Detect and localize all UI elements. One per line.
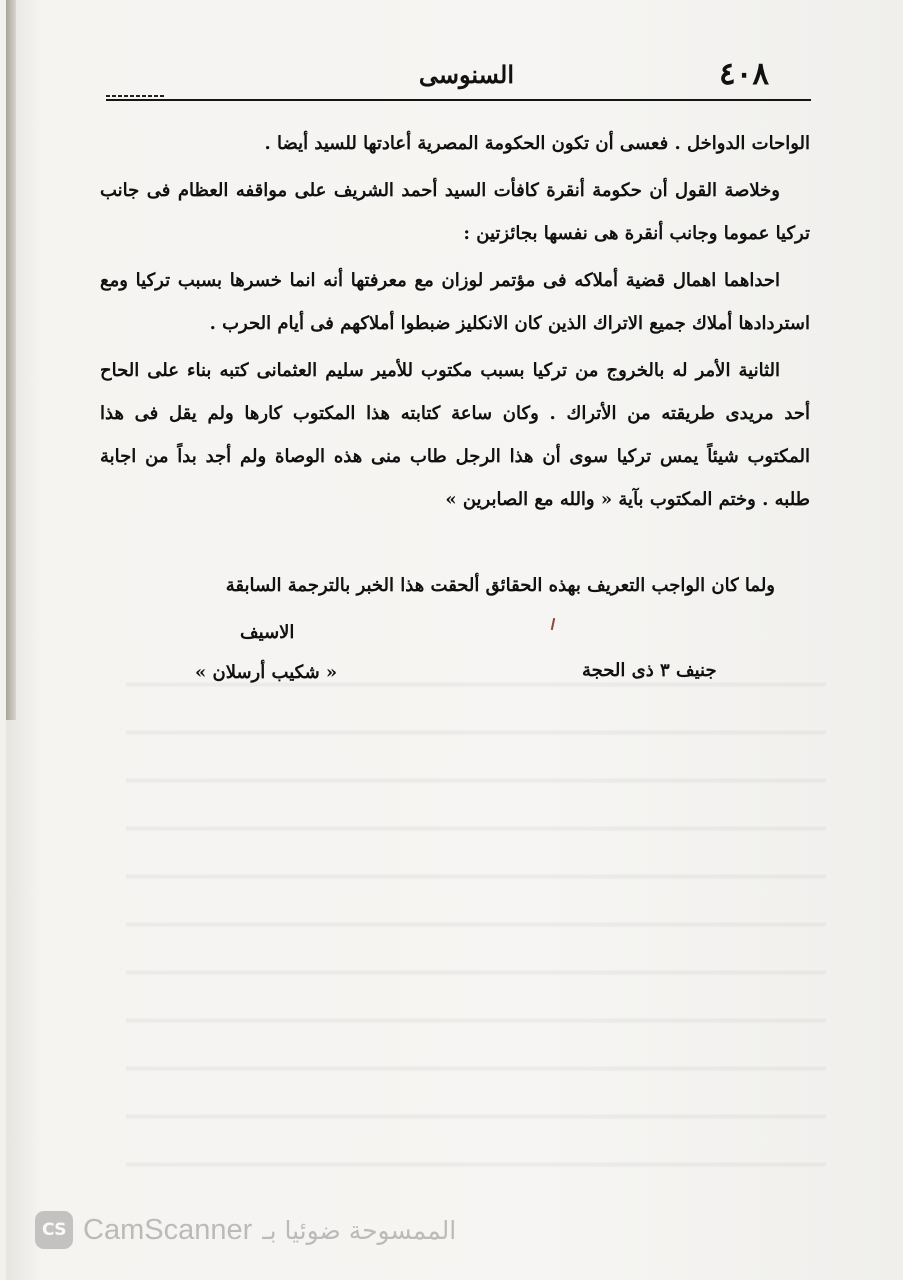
page-header [106,52,811,102]
closing-sentence: ولما كان الواجب التعريف بهذه الحقائق ألحقت هذا الخبر بالترجمة السابقة [225,575,775,596]
watermark-brand: CamScanner [83,1213,253,1246]
camscanner-logo-icon: CS [35,1211,73,1249]
signature-name: « شكيب أرسلان » [195,662,338,683]
header-rule-ornament [106,95,164,97]
signature-title: الاسيف [240,622,295,643]
paragraph-4: الثانية الأمر له بالخروج من تركيا بسبب مكتوب للأمير سليم العثمانى كتبه بناء على الحاح أحد مريدى طريقته من الأتراك . وكان ساعة كتابته هذا المكتوب كارها ولم يقل فى هذا المكتوب شيئاً يمس تركيا سوى أن هذا الرجل طاب منى هذه الوصاة ولم أجد بداً من اجابة طلبه . وختم المكتوب بآية « والله مع الصابرين » [100,360,810,510]
paragraph-3: احداهما اهمال قضية أملاكه فى مؤتمر لوزان مع معرفتها أنه انما خسرها بسبب تركيا ومع استردادها أملاك جميع الاتراك الذين كان الانكليز ضبطوا أملاكهم فى أيام الحرب . [100,270,810,334]
signature-place-date: جنيف ٣ ذى الحجة [582,660,717,681]
camscanner-watermark [35,1208,555,1252]
body-text [100,122,810,521]
page-edge-shadow [6,0,16,720]
header-rule [106,99,811,101]
bleed-through-text [126,650,826,1210]
page-number: ٤٠٨ [719,56,769,92]
paragraph-2: وخلاصة القول أن حكومة أنقرة كافأت السيد أحمد الشريف على مواقفه العظام فى جانب تركيا عموما وجانب أنقرة هى نفسها بجائزتين : [100,180,810,244]
paragraph-1: الواحات الدواخل . فعسى أن تكون الحكومة المصرية أعادتها للسيد أيضا . [264,133,810,154]
watermark-arabic: الممسوحة ضوئيا بـ [262,1215,457,1245]
running-title: السنوسى [418,60,514,89]
